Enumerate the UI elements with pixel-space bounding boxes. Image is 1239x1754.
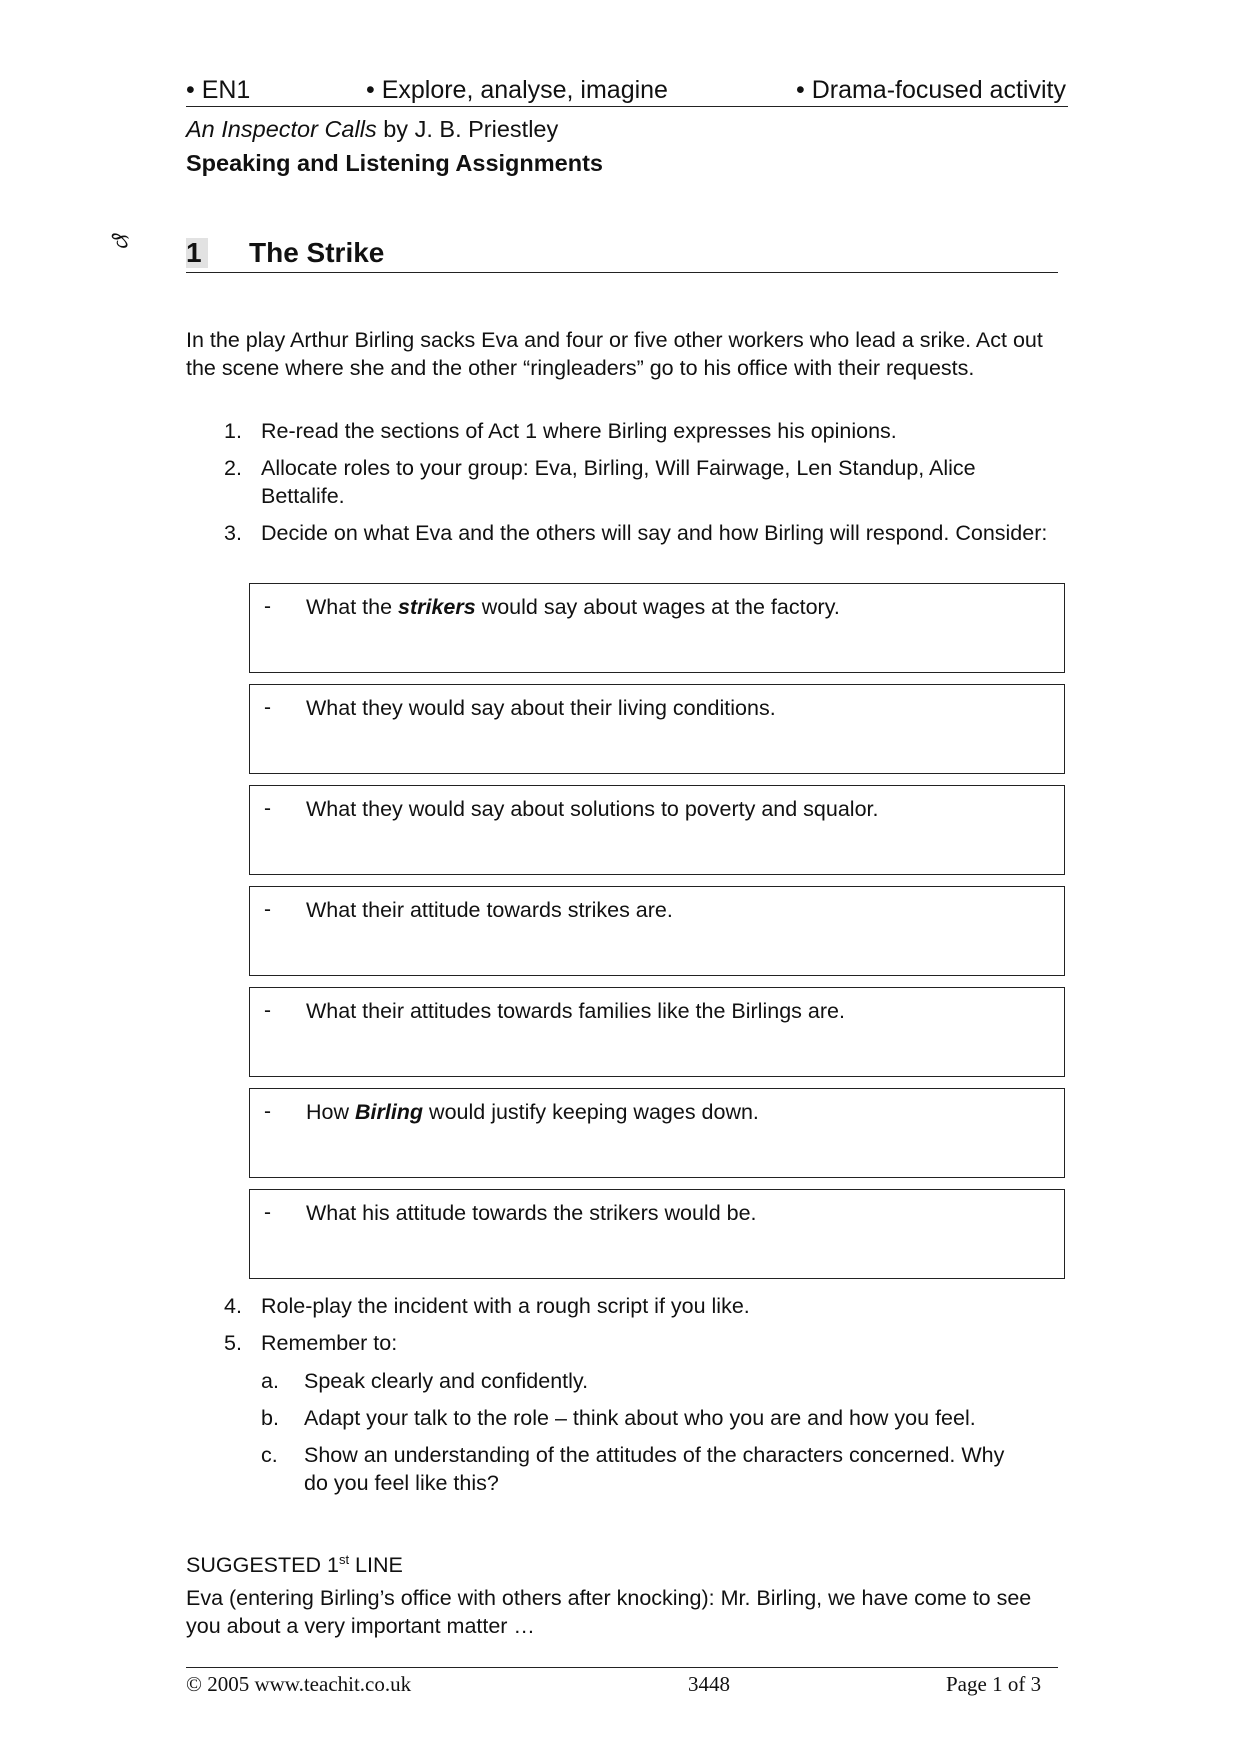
step-text: Re-read the sections of Act 1 where Birling expresses his opinions. xyxy=(261,419,897,443)
box-prompt: What their attitude towards strikes are. xyxy=(306,898,673,922)
answer-box xyxy=(249,583,1065,673)
margin-symbol-icon: ℘ xyxy=(110,232,138,249)
answer-box xyxy=(249,684,1065,774)
step-number: 3. xyxy=(224,521,242,545)
sub-item-text: Adapt your talk to the role – think about who you are and how you feel. xyxy=(304,1406,976,1430)
step-number: 4. xyxy=(224,1294,242,1318)
section-title: The Strike xyxy=(249,237,385,268)
step-number: 5. xyxy=(224,1331,242,1355)
play-author: by J. B. Priestley xyxy=(376,116,559,142)
header-tag-en1: • EN1 xyxy=(186,76,251,104)
footer-resource-number: 3448 xyxy=(688,1672,730,1696)
emphasis-word: Birling xyxy=(354,1100,424,1124)
section-heading xyxy=(186,234,1058,273)
bullet-dash: - xyxy=(264,898,271,921)
bullet-dash: - xyxy=(264,595,271,618)
answer-box xyxy=(249,1088,1065,1178)
answer-box xyxy=(249,1189,1065,1279)
bullet-dash: - xyxy=(264,1201,271,1224)
suggested-label: SUGGESTED 1st LINE xyxy=(186,1552,403,1578)
section-number: 1 xyxy=(186,238,208,268)
intro-paragraph: In the play Arthur Birling sacks Eva and four or five other workers who lead a srike. Act out the scene where she and the other “ringleaders” go to his office with their requests. xyxy=(186,328,1043,380)
suggested-first-line: Eva (entering Birling’s office with others after knocking): Mr. Birling, we have come to see you about a very important matter … xyxy=(186,1586,1032,1638)
step-text: Role-play the incident with a rough script if you like. xyxy=(261,1294,750,1318)
bullet-dash: - xyxy=(264,999,271,1022)
bullet-dash: - xyxy=(264,696,271,719)
step-number: 1. xyxy=(224,419,242,443)
play-title: An Inspector Calls xyxy=(186,116,377,142)
header-tag-drama: • Drama-focused activity xyxy=(796,76,1066,104)
step-number: 2. xyxy=(224,456,242,480)
step-text: Remember to: xyxy=(261,1331,398,1355)
document-title xyxy=(186,116,558,143)
answer-box xyxy=(249,886,1065,976)
box-prompt: What they would say about solutions to poverty and squalor. xyxy=(306,797,879,821)
sub-item-letter: a. xyxy=(261,1369,279,1393)
box-prompt: What his attitude towards the strikers would be. xyxy=(306,1201,757,1225)
document-subtitle: Speaking and Listening Assignments xyxy=(186,150,603,176)
footer-page-number: Page 1 of 3 xyxy=(946,1672,1042,1696)
emphasis-word: strikers xyxy=(398,595,476,619)
sub-item-letter: b. xyxy=(261,1406,279,1430)
box-prompt: What the strikers would say about wages at the factory. xyxy=(306,595,840,619)
box-prompt: How Birling would justify keeping wages down. xyxy=(306,1100,759,1124)
box-prompt: What they would say about their living conditions. xyxy=(306,696,776,720)
footer-rule xyxy=(186,1667,1058,1668)
answer-box xyxy=(249,987,1065,1077)
header-rule xyxy=(186,106,1068,107)
sub-item-text: Show an understanding of the attitudes of the characters concerned. Why do you feel like this? xyxy=(304,1443,1005,1495)
bullet-dash: - xyxy=(264,1100,271,1123)
bullet-dash: - xyxy=(264,797,271,820)
footer-copyright: © 2005 www.teachit.co.uk xyxy=(186,1672,412,1696)
header-tag-explore: • Explore, analyse, imagine xyxy=(366,76,668,104)
sub-item-text: Speak clearly and confidently. xyxy=(304,1369,589,1393)
sub-item-letter: c. xyxy=(261,1443,278,1467)
step-text: Decide on what Eva and the others will say and how Birling will respond. Consider: xyxy=(261,521,1048,545)
answer-box xyxy=(249,785,1065,875)
step-text: Allocate roles to your group: Eva, Birling, Will Fairwage, Len Standup, Alice Bettalife. xyxy=(261,456,976,508)
box-prompt: What their attitudes towards families like the Birlings are. xyxy=(306,999,845,1023)
